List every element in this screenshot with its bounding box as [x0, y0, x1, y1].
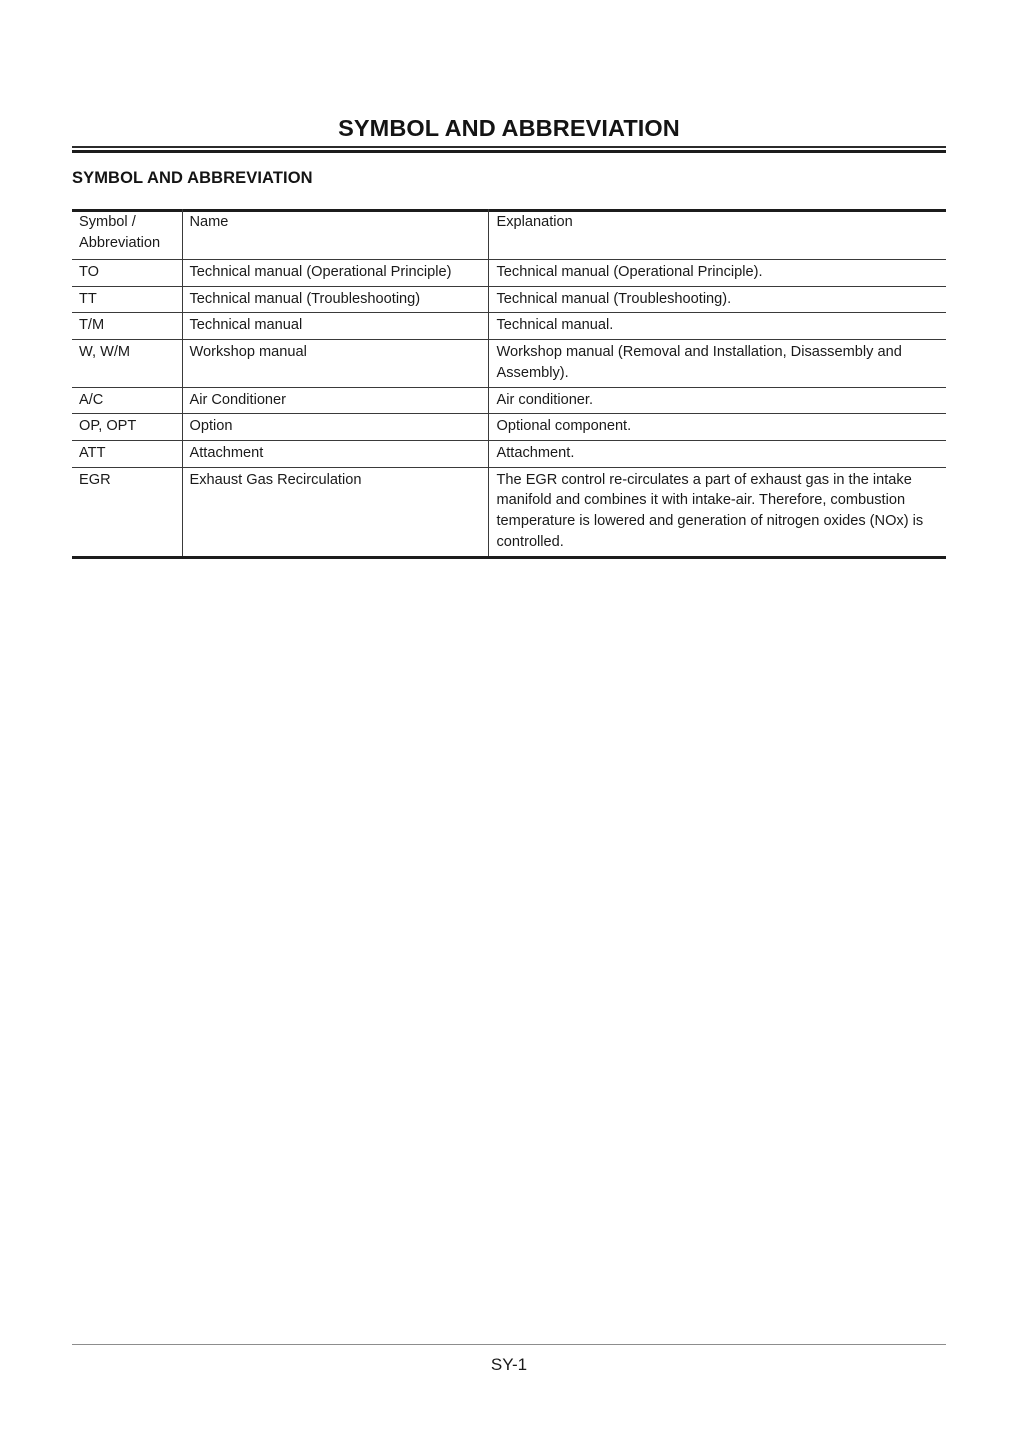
cell-symbol: T/M: [72, 313, 182, 340]
section-heading: SYMBOL AND ABBREVIATION: [72, 169, 313, 187]
table-header-row: [72, 209, 946, 260]
table-row: [72, 260, 946, 287]
cell-name: Technical manual (Troubleshooting): [182, 286, 488, 313]
header-symbol-line1: Symbol /: [79, 214, 136, 230]
cell-symbol: TT: [72, 286, 182, 313]
header-double-rule: [72, 146, 946, 153]
table-row: [72, 387, 946, 414]
table-row: [72, 467, 946, 555]
header-cell-symbol: [72, 209, 182, 260]
table-row: [72, 414, 946, 441]
cell-explanation: Air conditioner.: [488, 387, 946, 414]
table-row: [72, 286, 946, 313]
table-row: [72, 340, 946, 387]
header-cell-explanation: Explanation: [496, 214, 573, 230]
cell-explanation: The EGR control re-circulates a part of exhaust gas in the intake manifold and combines it with intake-air. Therefore, combustion temperature is lowered and generation of nitrogen oxides (NOx) is controlled.: [488, 467, 946, 555]
header-rule-thick: [72, 150, 946, 153]
cell-explanation: Optional component.: [488, 414, 946, 441]
cell-name: Technical manual (Operational Principle): [182, 260, 488, 287]
cell-explanation: Technical manual.: [488, 313, 946, 340]
symbol-abbreviation-table: [72, 209, 946, 556]
symbol-abbreviation-table-wrap: [72, 209, 946, 556]
cell-name: Option: [182, 414, 488, 441]
cell-explanation: Technical manual (Operational Principle).: [488, 260, 946, 287]
footer-rule: [72, 1344, 946, 1345]
table-bottom-rule: [72, 556, 946, 559]
table-row: [72, 313, 946, 340]
cell-explanation: Attachment.: [488, 441, 946, 468]
table-row: [72, 441, 946, 468]
cell-symbol: ATT: [72, 441, 182, 468]
cell-symbol: EGR: [72, 467, 182, 555]
cell-name: Attachment: [182, 441, 488, 468]
cell-symbol: A/C: [72, 387, 182, 414]
cell-name: Exhaust Gas Recirculation: [182, 467, 488, 555]
header-symbol-line2: Abbreviation: [79, 234, 161, 251]
cell-explanation: Technical manual (Troubleshooting).: [488, 286, 946, 313]
cell-name: Air Conditioner: [182, 387, 488, 414]
cell-explanation: Workshop manual (Removal and Installation, Disassembly and Assembly).: [488, 340, 946, 387]
cell-symbol: OP, OPT: [72, 414, 182, 441]
cell-name: Technical manual: [182, 313, 488, 340]
cell-symbol: W, W/M: [72, 340, 182, 387]
footer-page-number: SY-1: [490, 1355, 528, 1374]
page-title: SYMBOL AND ABBREVIATION: [338, 115, 680, 141]
cell-name: Workshop manual: [182, 340, 488, 387]
cell-symbol: TO: [72, 260, 182, 287]
header-cell-name: Name: [182, 209, 488, 260]
